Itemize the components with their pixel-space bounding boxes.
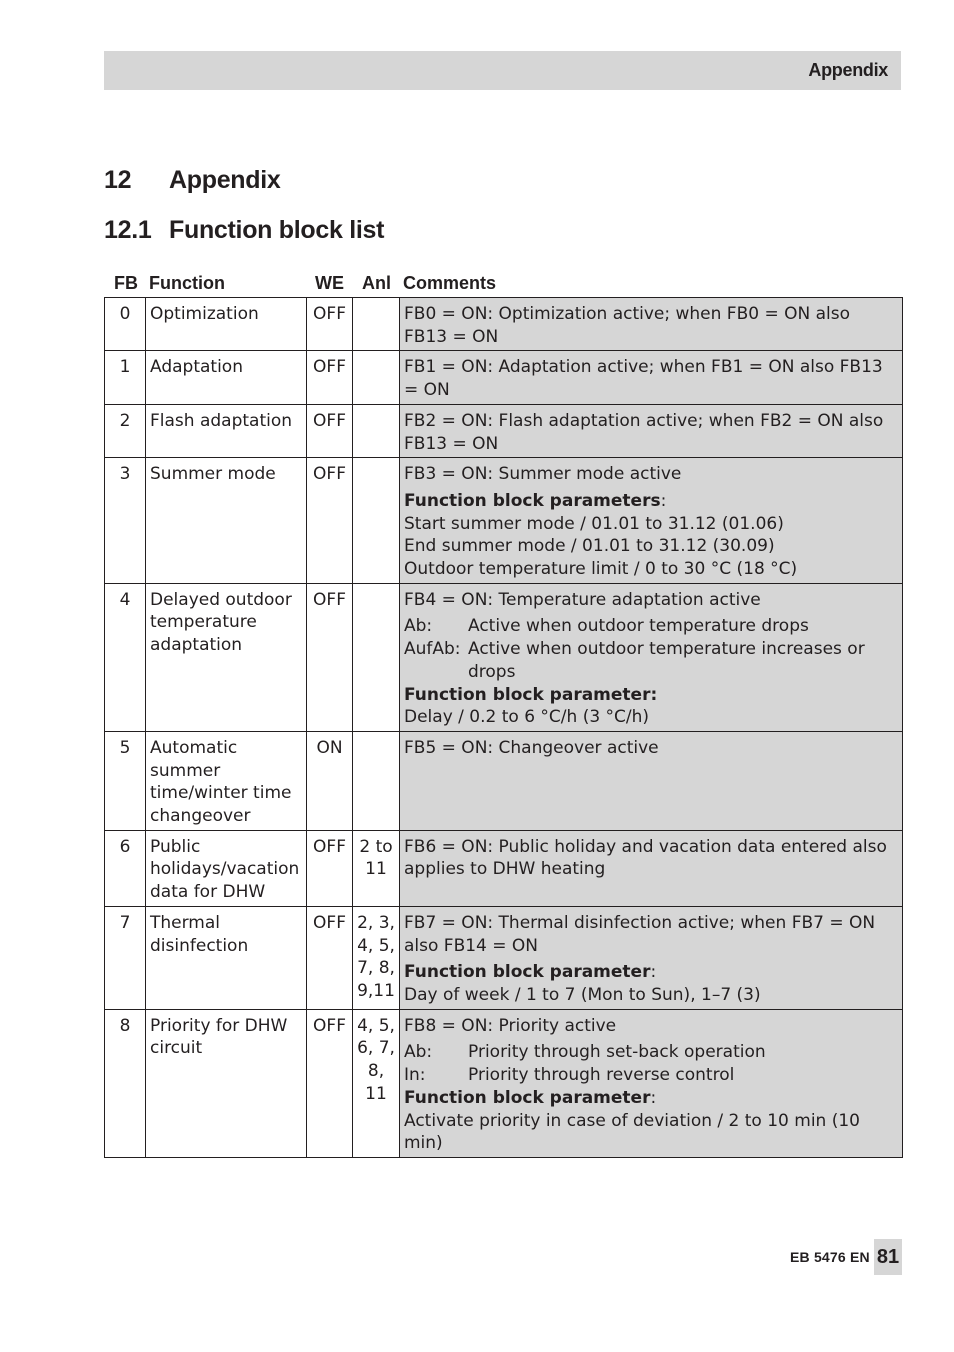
comment-parameter-heading xyxy=(404,684,898,707)
table-row xyxy=(105,830,903,906)
comment-bold-label: Function block parameter: xyxy=(404,684,658,705)
comment-option-text: Priority through reverse control xyxy=(468,1065,735,1086)
table-row xyxy=(105,351,903,404)
comment-line: Activate priority in case of deviation / 2 to 10 min (10 min) xyxy=(404,1110,860,1154)
comments-cell xyxy=(400,351,903,404)
fb-number-cell: 1 xyxy=(105,351,146,404)
comment-option-line xyxy=(404,1064,898,1087)
table-row xyxy=(105,1009,903,1157)
function-cell: Flash adaptation xyxy=(146,404,307,457)
we-cell: OFF xyxy=(307,583,353,731)
chapter-title: Appendix xyxy=(169,166,281,194)
page-number: 81 xyxy=(874,1239,902,1275)
table-row xyxy=(105,458,903,584)
comment-line: FB6 = ON: Public holiday and vacation data entered also applies to DHW heating xyxy=(404,836,887,880)
document-number: EB 5476 EN xyxy=(790,1249,870,1265)
comment-option-text: Active when outdoor temperature increases or drops xyxy=(468,639,865,682)
table-row xyxy=(105,731,903,830)
comment-option-key: In: xyxy=(404,1065,426,1086)
comments-cell xyxy=(400,298,903,351)
comment-parameter-heading xyxy=(404,490,898,513)
fb-number-cell: 7 xyxy=(105,906,146,1009)
comment-bold-label: Function block parameter xyxy=(404,1087,651,1108)
fb-number-cell: 4 xyxy=(105,583,146,731)
comment-option-key: Ab: xyxy=(404,616,433,637)
comment-line: Outdoor temperature limit / 0 to 30 °C (18 °C) xyxy=(404,559,798,580)
column-header-function: Function xyxy=(149,273,225,293)
comments-cell xyxy=(400,906,903,1009)
comments-cell xyxy=(400,731,903,830)
comment-line: FB2 = ON: Flash adaptation active; when FB2 = ON also FB13 = ON xyxy=(404,410,884,454)
function-cell: Adaptation xyxy=(146,351,307,404)
comment-bold-label: Function block parameter xyxy=(404,962,651,983)
function-cell: Priority for DHW circuit xyxy=(146,1009,307,1157)
comment-option-line xyxy=(404,1041,898,1064)
anl-cell xyxy=(353,458,400,584)
header-bar xyxy=(104,51,901,90)
function-cell: Optimization xyxy=(146,298,307,351)
function-block-table xyxy=(104,297,903,1158)
fb-number-cell: 0 xyxy=(105,298,146,351)
function-cell: Delayed outdoor temperature adaptation xyxy=(146,583,307,731)
comment-line: FB0 = ON: Optimization active; when FB0 = ON also FB13 = ON xyxy=(404,304,851,347)
comment-option-text: Active when outdoor temperature drops xyxy=(468,616,809,637)
function-cell: Summer mode xyxy=(146,458,307,584)
comment-line: FB3 = ON: Summer mode active xyxy=(404,464,682,485)
we-cell: OFF xyxy=(307,906,353,1009)
function-block-table-body xyxy=(105,298,903,1158)
we-cell: OFF xyxy=(307,404,353,457)
anl-cell xyxy=(353,583,400,731)
comment-suffix: : xyxy=(650,1087,657,1108)
comment-line: Start summer mode / 01.01 to 31.12 (01.06) xyxy=(404,513,784,534)
comment-line: FB1 = ON: Adaptation active; when FB1 = ON also FB13 = ON xyxy=(404,357,883,401)
comments-cell xyxy=(400,458,903,584)
comment-option-key: AufAb: xyxy=(404,639,461,660)
anl-cell: 2 to 11 xyxy=(353,830,400,906)
comments-cell xyxy=(400,583,903,731)
comment-option-line xyxy=(404,615,898,638)
comment-bold-label: Function block parameters xyxy=(404,490,661,511)
comment-line: FB7 = ON: Thermal disinfection active; when FB7 = ON also FB14 = ON xyxy=(404,912,876,956)
fb-number-cell: 2 xyxy=(105,404,146,457)
table-row xyxy=(105,583,903,731)
fb-number-cell: 3 xyxy=(105,458,146,584)
comment-option-line xyxy=(404,638,898,683)
header-title: Appendix xyxy=(808,60,888,80)
column-header-comments: Comments xyxy=(403,273,497,293)
function-cell: Thermal disinfection xyxy=(146,906,307,1009)
comment-option-text: Priority through set-back operation xyxy=(468,1042,766,1063)
comment-option-key: Ab: xyxy=(404,1042,433,1063)
comment-line: FB4 = ON: Temperature adaptation active xyxy=(404,589,761,610)
chapter-heading xyxy=(104,166,281,195)
comment-line: Day of week / 1 to 7 (Mon to Sun), 1–7 (3) xyxy=(404,984,761,1005)
comment-line: FB8 = ON: Priority active xyxy=(404,1015,617,1036)
comment-suffix: : xyxy=(650,962,657,983)
comments-cell xyxy=(400,1009,903,1157)
column-header-we: WE xyxy=(315,273,344,293)
anl-cell xyxy=(353,298,400,351)
anl-cell xyxy=(353,731,400,830)
we-cell: OFF xyxy=(307,298,353,351)
comment-parameter-heading xyxy=(404,961,898,984)
comments-cell xyxy=(400,830,903,906)
we-cell: OFF xyxy=(307,351,353,404)
anl-cell: 4, 5, 6, 7, 8, 11 xyxy=(353,1009,400,1157)
chapter-number: 12 xyxy=(104,166,132,194)
fb-number-cell: 5 xyxy=(105,731,146,830)
comment-line: End summer mode / 01.01 to 31.12 (30.09) xyxy=(404,536,775,557)
column-header-anl: Anl xyxy=(362,273,391,293)
comment-line: Delay / 0.2 to 6 °C/h (3 °C/h) xyxy=(404,707,650,728)
column-header-fb: FB xyxy=(114,273,138,293)
comment-suffix: : xyxy=(660,490,667,511)
table-row xyxy=(105,298,903,351)
comments-cell xyxy=(400,404,903,457)
fb-number-cell: 6 xyxy=(105,830,146,906)
function-cell: Automatic summer time/winter time changeover xyxy=(146,731,307,830)
table-row xyxy=(105,404,903,457)
comment-parameter-heading xyxy=(404,1087,898,1110)
anl-cell xyxy=(353,404,400,457)
section-heading xyxy=(104,216,384,245)
anl-cell xyxy=(353,351,400,404)
section-number: 12.1 xyxy=(104,216,152,244)
fb-number-cell: 8 xyxy=(105,1009,146,1157)
we-cell: OFF xyxy=(307,1009,353,1157)
we-cell: OFF xyxy=(307,458,353,584)
anl-cell: 2, 3, 4, 5, 7, 8, 9,11 xyxy=(353,906,400,1009)
comment-line: FB5 = ON: Changeover active xyxy=(404,737,659,758)
section-title: Function block list xyxy=(169,216,385,244)
table-row xyxy=(105,906,903,1009)
we-cell: ON xyxy=(307,731,353,830)
function-cell: Public holidays/vacation data for DHW xyxy=(146,830,307,906)
we-cell: OFF xyxy=(307,830,353,906)
